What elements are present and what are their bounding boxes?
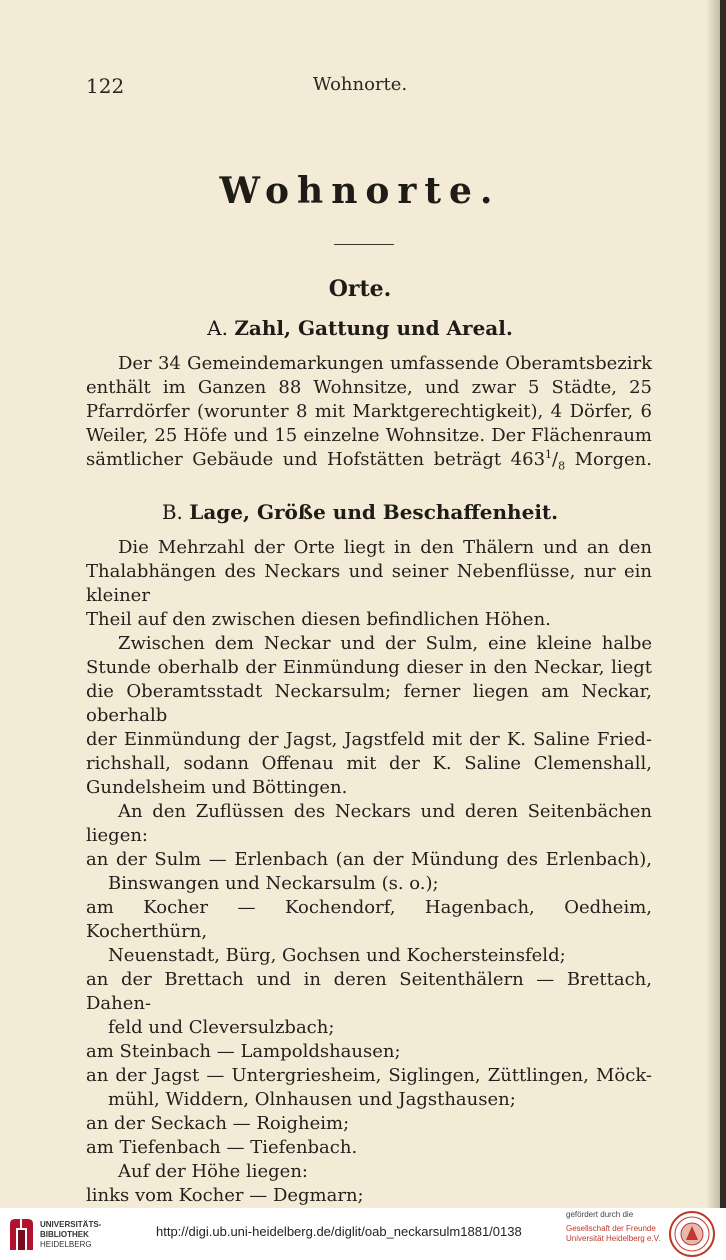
list-line: am Steinbach — Lampoldshausen; — [86, 1041, 401, 1062]
library-name-line: UNIVERSITÄTS- — [40, 1220, 102, 1229]
text-line: richshall, sodann Offenau mit der K. Saline Clemenshall, — [86, 753, 652, 774]
text-line: Thalabhängen des Neckars und seiner Nebenflüsse, nur ein kleiner — [86, 561, 652, 606]
text-line: Stunde oberhalb der Einmündung dieser in den Neckar, liegt — [86, 657, 652, 678]
list-line: Binswangen und Neckarsulm (s. o.); — [108, 873, 439, 894]
title-divider — [334, 244, 394, 245]
university-library-logo-icon — [6, 1216, 36, 1252]
funding-org-line: Universität Heidelberg e.V. — [566, 1234, 661, 1243]
section-a-title: Zahl, Gattung und Areal. — [234, 316, 513, 340]
list-line: an der Brettach und in deren Seitenthälern — Brettach, Dahen- — [86, 969, 652, 1014]
text-line: die Oberamtsstadt Neckarsulm; ferner liegen am Neckar, oberhalb — [86, 681, 652, 726]
section-b-title: Lage, Größe und Beschaffenheit. — [189, 500, 559, 524]
page-number: 122 — [86, 74, 125, 98]
fraction-numerator: 1 — [545, 448, 553, 461]
list-line: am Tiefenbach — Tiefenbach. — [86, 1137, 358, 1158]
list-line: am Kocher — Kochendorf, Hagenbach, Oedheim, Kocherthürn, — [86, 897, 652, 942]
section-a-letter: A. — [207, 316, 228, 340]
list-line: an der Seckach — Roigheim; — [86, 1113, 350, 1134]
main-title: Wohnorte. — [219, 170, 501, 212]
paragraph-b3 — [86, 800, 652, 1208]
section-heading-b — [0, 500, 720, 524]
permalink-url[interactable]: http://digi.ub.uni-heidelberg.de/diglit/oab_neckarsulm1881/0138 — [156, 1224, 522, 1239]
list-line: An den Zuflüssen des Neckars und deren Seitenbächen liegen: — [86, 801, 652, 846]
text-line: Theil auf den zwischen diesen befindlichen Höhen. — [86, 609, 551, 630]
text-line-area: sämtlicher Gebäude und Hofstätten beträgt $463^1/_8$ Morgen. — [86, 448, 652, 473]
footer-bar — [0, 1208, 726, 1260]
area-unit: Morgen. — [565, 449, 652, 470]
list-line: links vom Kocher — Degmarn; — [86, 1185, 364, 1206]
funding-org-line: Gesellschaft der Freunde — [566, 1224, 656, 1233]
library-name — [40, 1220, 101, 1250]
text-line: Pfarrdörfer (worunter 8 mit Marktgerechtigkeit), 4 Dörfer, 6 — [86, 401, 652, 422]
running-title: Wohnorte. — [312, 74, 408, 95]
list-line: Neuenstadt, Bürg, Gochsen und Kochersteinsfeld; — [108, 945, 566, 966]
running-head — [0, 72, 720, 102]
list-line: feld und Cleversulzbach; — [108, 1017, 335, 1038]
paragraph-b2 — [86, 632, 652, 800]
paragraph-b1 — [86, 536, 652, 632]
text-line: enthält im Ganzen 88 Wohnsitze, und zwar 5 Städte, 25 — [86, 377, 652, 398]
funding-credit — [566, 1210, 660, 1244]
list-line: an der Jagst — Untergriesheim, Siglingen, Züttlingen, Möck- — [86, 1065, 652, 1086]
section-heading-a — [0, 316, 720, 340]
text-line: Gundelsheim und Böttingen. — [86, 777, 348, 798]
funding-label: gefördert durch die — [566, 1210, 634, 1219]
section-b-body — [86, 536, 652, 1208]
list-line: an der Sulm — Erlenbach (an der Mündung des Erlenbach), — [86, 849, 652, 870]
library-name-line: HEIDELBERG — [40, 1240, 92, 1249]
text-line: Weiler, 25 Höfe und 15 einzelne Wohnsitze. Der Flächenraum — [86, 425, 652, 446]
text-line: Zwischen dem Neckar und der Sulm, eine kleine halbe — [118, 633, 652, 654]
library-name-line: BIBLIOTHEK — [40, 1230, 89, 1239]
paragraph-a — [86, 352, 652, 472]
section-b-letter: B. — [161, 500, 183, 524]
list-line: Auf der Höhe liegen: — [118, 1161, 308, 1182]
section-heading-orte: Orte. — [328, 276, 392, 302]
university-seal-icon — [668, 1210, 716, 1258]
text-line: der Einmündung der Jagst, Jagstfeld mit der K. Saline Fried- — [86, 729, 652, 750]
text-line: Die Mehrzahl der Orte liegt in den Thälern und an den — [118, 537, 652, 558]
area-text: sämtlicher Gebäude und Hofstätten beträgt 463 — [86, 449, 546, 470]
list-line: mühl, Widdern, Olnhausen und Jagsthausen; — [108, 1089, 516, 1110]
fraction-denominator: 8 — [558, 459, 566, 473]
text-line: Der 34 Gemeindemarkungen umfassende Oberamtsbezirk — [118, 353, 652, 374]
